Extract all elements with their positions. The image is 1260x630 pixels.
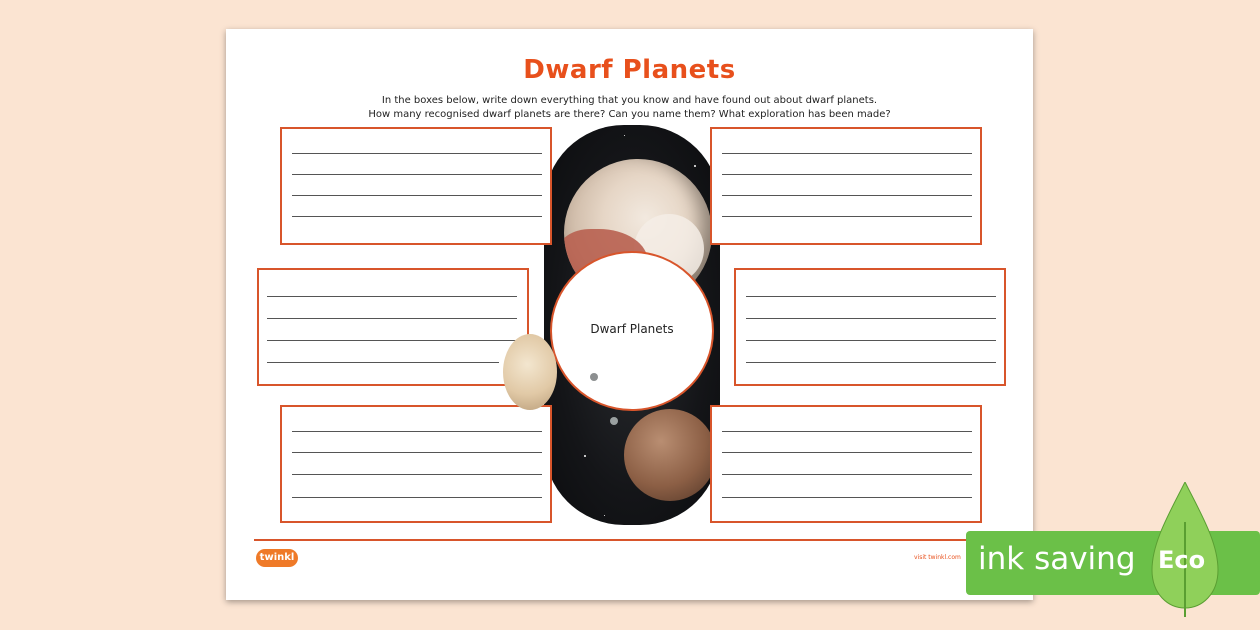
- answer-box-bottom-right[interactable]: [710, 405, 982, 523]
- answer-box-bottom-left[interactable]: [280, 405, 552, 523]
- worksheet-title: Dwarf Planets: [523, 55, 736, 85]
- answer-box-top-right[interactable]: [710, 127, 982, 245]
- answer-box-top-left[interactable]: [280, 127, 552, 245]
- worksheet: [226, 29, 1033, 600]
- small-moon-image: [610, 417, 618, 425]
- ceres-image: [503, 334, 557, 410]
- twinkl-logo: twinkl: [256, 549, 298, 567]
- instruction-line-2: How many recognised dwarf planets are there? Can you name them? What exploration has been made?: [368, 109, 891, 120]
- answer-box-middle-right[interactable]: [734, 268, 1006, 386]
- instruction-line-1: In the boxes below, write down everything that you know and have found out about dwarf planets.: [381, 95, 878, 106]
- visit-link[interactable]: visit twinkl.com: [914, 554, 961, 561]
- moon-dot-image: [590, 373, 598, 381]
- ink-saving-label: ink saving: [978, 541, 1136, 577]
- answer-box-middle-left[interactable]: [257, 268, 529, 386]
- centre-label: Dwarf Planets: [590, 322, 674, 336]
- brown-dwarf-planet-image: [624, 409, 716, 501]
- eco-label: Eco: [1158, 546, 1206, 574]
- footer-divider: [254, 539, 1004, 541]
